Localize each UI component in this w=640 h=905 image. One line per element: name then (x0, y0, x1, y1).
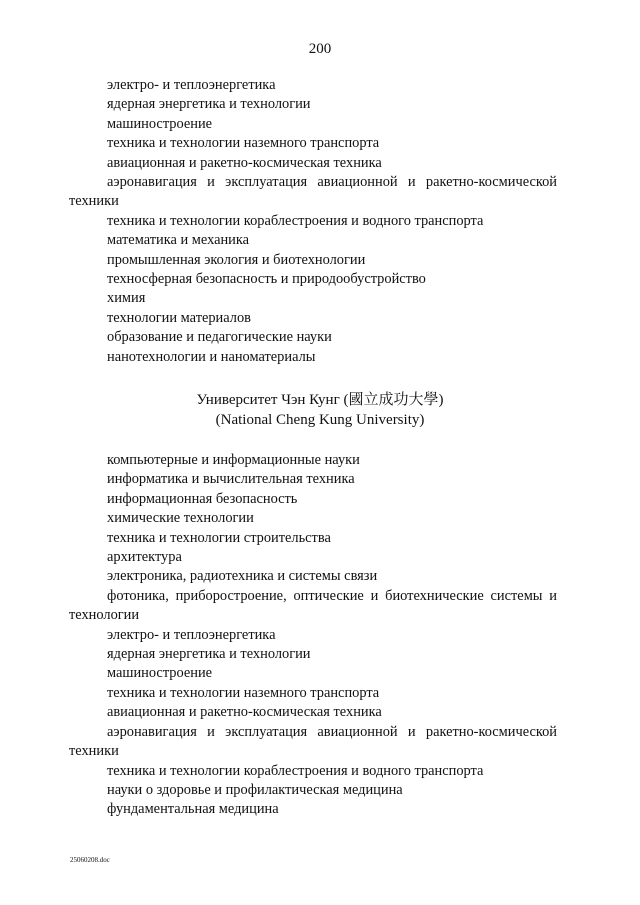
list-item: архитектура (107, 549, 182, 566)
list-item: ядерная энергетика и технологии (107, 646, 311, 663)
list-item: техника и технологии кораблестроения и водного транспорта (107, 212, 484, 229)
university-name-en: (National Cheng Kung University) (215, 412, 425, 428)
list-item: фотоника, приборостроение, оптические и биотехнические системы и технологии (69, 587, 557, 624)
list-item: нанотехнологии и наноматериалы (107, 348, 316, 365)
list-item: химия (107, 290, 146, 307)
list-item: техника и технологии кораблестроения и водного транспорта (107, 762, 484, 779)
page-number: 200 (308, 41, 332, 57)
list-item: фундаментальная медицина (107, 801, 279, 818)
list-item: электроника, радиотехника и системы связи (107, 568, 378, 585)
university-name-ru: Университет Чэн Кунг (國立成功大學) (196, 392, 444, 408)
list-item: электро- и теплоэнергетика (107, 77, 276, 93)
list-item: промышленная экология и биотехнологии (107, 251, 366, 268)
list-item: машиностроение (107, 665, 213, 682)
list-item: техносферная безопасность и природообустройство (107, 271, 426, 288)
specialties-list-1 (69, 76, 557, 367)
list-item: аэронавигация и эксплуатация авиационной и ракетно-космической техники (69, 723, 557, 760)
list-item: науки о здоровье и профилактическая медицина (107, 781, 403, 798)
university-heading (0, 390, 640, 430)
list-item: информатика и вычислительная техника (107, 471, 355, 488)
list-item: информационная безопасность (107, 490, 298, 507)
list-item: авиационная и ракетно-космическая техника (107, 704, 382, 721)
list-item: техника и технологии наземного транспорта (107, 135, 380, 152)
document-footer: 25060208.doc (70, 856, 110, 864)
list-item: техника и технологии наземного транспорта (107, 684, 380, 701)
list-item: образование и педагогические науки (107, 329, 332, 346)
list-item: ядерная энергетика и технологии (107, 96, 311, 113)
list-item: технологии материалов (107, 309, 251, 326)
specialties-list-2 (69, 451, 557, 820)
list-item: техника и технологии строительства (107, 529, 331, 546)
list-item: авиационная и ракетно-космическая техника (107, 154, 382, 171)
list-item: электро- и теплоэнергетика (107, 626, 276, 643)
list-item: химические технологии (107, 510, 254, 527)
list-item: математика и механика (107, 232, 250, 249)
list-item: аэронавигация и эксплуатация авиационной и ракетно-космической техники (69, 174, 557, 210)
list-item: компьютерные и информационные науки (107, 452, 360, 468)
list-item: машиностроение (107, 115, 213, 132)
